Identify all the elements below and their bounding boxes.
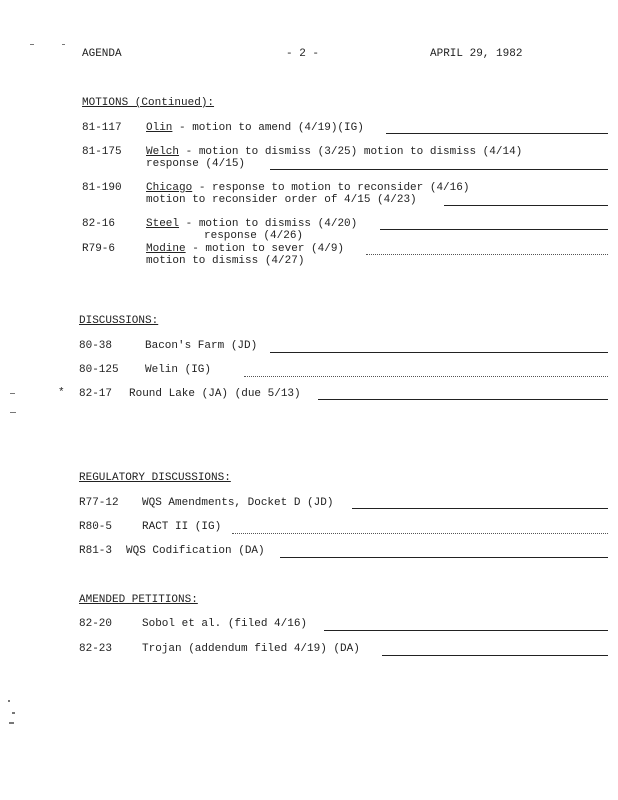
docket-number: 82-20 [79, 618, 113, 630]
signature-line [270, 352, 608, 353]
signature-line [380, 229, 608, 230]
signature-line [352, 508, 608, 509]
item-description: Welin (IG) [145, 364, 212, 376]
priority-marker: * [58, 387, 65, 399]
item-description: - motion to dismiss (4/20) [179, 218, 358, 230]
party-name: Steel [146, 218, 180, 230]
scan-speck [10, 393, 15, 394]
item-description-line2: motion to dismiss (4/27) [146, 255, 305, 267]
party-name: Welch [146, 146, 180, 158]
item-description-line2: motion to reconsider order of 4/15 (4/23) [146, 194, 417, 206]
scan-speck [62, 44, 65, 45]
scan-speck [10, 412, 16, 413]
docket-number: R77-12 [79, 497, 119, 509]
docket-number: R79-6 [82, 243, 116, 255]
item-text [146, 146, 522, 158]
docket-number: R81-3 [79, 545, 113, 557]
signature-line [270, 169, 608, 170]
item-description: - motion to dismiss (3/25) motion to dismiss (4/14) [179, 146, 523, 158]
signature-line [318, 399, 608, 400]
docket-number: 81-117 [82, 122, 122, 134]
item-text [146, 122, 364, 134]
signature-line [382, 655, 608, 656]
item-description-line2: response (4/26) [204, 230, 304, 242]
docket-number: 81-175 [82, 146, 122, 158]
scan-speck [8, 700, 10, 702]
party-name: Chicago [146, 182, 193, 194]
signature-line [232, 533, 608, 534]
scan-speck [30, 44, 34, 45]
section-title-motions: MOTIONS (Continued): [82, 97, 215, 109]
item-description: Round Lake (JA) (due 5/13) [129, 388, 301, 400]
docket-number: R80-5 [79, 521, 113, 533]
docket-number: 82-16 [82, 218, 116, 230]
signature-line [280, 557, 608, 558]
scan-speck [9, 722, 14, 724]
item-description: - response to motion to reconsider (4/16) [192, 182, 470, 194]
docket-number: 81-190 [82, 182, 122, 194]
item-description: Trojan (addendum filed 4/19) (DA) [142, 643, 360, 655]
item-description: - motion to amend (4/19)(IG) [172, 122, 364, 134]
item-description: WQS Codification (DA) [126, 545, 265, 557]
docket-number: 80-38 [79, 340, 113, 352]
scan-speck [12, 712, 15, 714]
signature-line [444, 205, 608, 206]
page-number: - 2 - [286, 48, 320, 60]
signature-line [324, 630, 608, 631]
item-description: RACT II (IG) [142, 521, 222, 533]
docket-number: 82-23 [79, 643, 113, 655]
signature-line [386, 133, 608, 134]
section-title-amended: AMENDED PETITIONS: [79, 594, 198, 606]
item-description: - motion to sever (4/9) [185, 243, 345, 255]
party-name: Modine [146, 243, 186, 255]
item-text [146, 182, 469, 194]
item-description: WQS Amendments, Docket D (JD) [142, 497, 334, 509]
item-text [146, 243, 344, 255]
item-description: Sobol et al. (filed 4/16) [142, 618, 308, 630]
item-description: Bacon's Farm (JD) [145, 340, 258, 352]
docket-number: 80-125 [79, 364, 119, 376]
signature-line [366, 254, 608, 255]
header-date: APRIL 29, 1982 [430, 48, 523, 60]
item-text [146, 218, 357, 230]
docket-number: 82-17 [79, 388, 113, 400]
item-description-line2: response (4/15) [146, 158, 246, 170]
header-left: AGENDA [82, 48, 122, 60]
signature-line [244, 376, 608, 377]
section-title-discussions: DISCUSSIONS: [79, 315, 159, 327]
party-name: Olin [146, 122, 173, 134]
section-title-regulatory: REGULATORY DISCUSSIONS: [79, 472, 231, 484]
